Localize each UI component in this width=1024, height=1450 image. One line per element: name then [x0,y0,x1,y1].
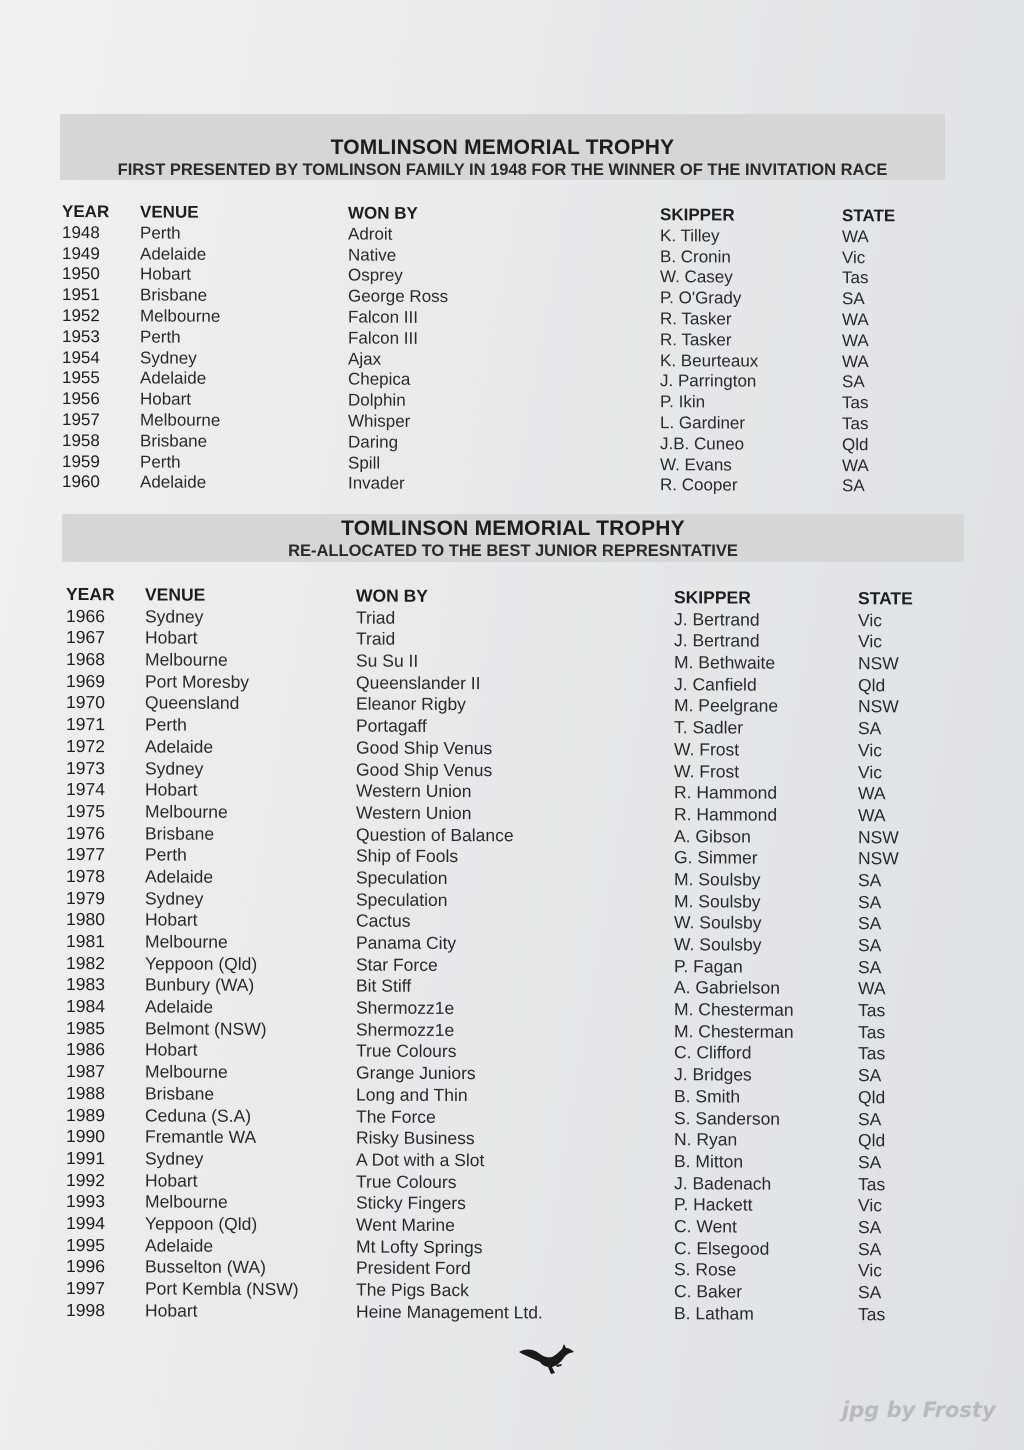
cell-venue: Adelaide [140,368,207,389]
cell-year: 1993 [66,1191,105,1212]
cell-won-by: Went Marine [356,1214,455,1235]
cell-state: SA [858,1282,882,1303]
cell-year: 1958 [62,430,100,450]
cell-skipper: R. Cooper [660,475,738,495]
section1-table [62,202,942,498]
table-row [66,1300,946,1326]
cell-skipper: J. Canfield [674,673,757,695]
cell-won-by: Shermozz1e [356,997,455,1019]
cell-venue: Melbourne [145,931,228,952]
cell-year: 1995 [66,1234,105,1255]
cell-year: 1973 [66,757,105,778]
cell-venue: Melbourne [145,1061,228,1082]
cell-state: SA [858,935,882,956]
column-header-won-by: WON BY [356,585,428,606]
cell-year: 1951 [62,285,100,305]
cell-skipper: B. Cronin [660,246,731,267]
cell-won-by: True Colours [356,1171,457,1192]
cell-won-by: The Pigs Back [356,1279,469,1301]
cell-state: Vic [858,609,882,630]
cell-won-by: Portagaff [356,715,427,737]
cell-venue: Hobart [145,779,198,800]
cell-venue: Hobart [145,909,198,931]
cell-state: WA [842,310,869,330]
cell-state: WA [842,226,869,247]
cell-won-by: Eleanor Rigby [356,693,466,715]
cell-year: 1994 [66,1212,105,1234]
cell-skipper: M. Soulsby [674,890,761,912]
cell-year: 1950 [62,264,100,284]
column-header-year: YEAR [62,202,110,222]
cell-skipper: S. Rose [674,1259,737,1280]
cell-won-by: President Ford [356,1257,471,1279]
cell-won-by: Panama City [356,932,457,954]
section2-banner [62,514,964,562]
cell-state: SA [858,1238,882,1259]
cell-skipper: C. Elsegood [674,1237,770,1259]
cell-venue: Sydney [145,757,204,779]
cell-venue: Hobart [140,264,192,285]
cell-state: SA [842,372,865,392]
cell-skipper: J. Bertrand [674,630,760,652]
cell-state: Tas [858,1021,886,1043]
kangaroo-icon [516,1340,578,1376]
cell-won-by: A Dot with a Slot [356,1149,485,1171]
section1-banner [60,114,945,180]
cell-won-by: Spill [348,453,381,473]
cell-state: WA [858,783,886,804]
cell-year: 1974 [66,779,105,800]
column-header-venue: VENUE [140,202,199,222]
cell-skipper: T. Sadler [674,717,744,738]
cell-won-by: Good Ship Venus [356,759,493,780]
cell-won-by: Bit Stiff [356,975,412,997]
cell-year: 1986 [66,1039,105,1060]
cell-year: 1978 [66,865,105,887]
cell-venue: Melbourne [140,410,221,430]
cell-won-by: Long and Thin [356,1084,468,1105]
cell-venue: Melbourne [145,649,228,670]
cell-state: Vic [858,1260,882,1281]
cell-state: SA [858,891,882,912]
cell-won-by: Triad [356,607,396,628]
cell-venue: Fremantle WA [145,1126,257,1148]
cell-venue: Melbourne [140,306,221,326]
cell-won-by: Cactus [356,910,411,932]
cell-state: SA [858,870,882,891]
cell-state: WA [858,805,886,826]
cell-state: Tas [858,1303,886,1324]
cell-state: WA [842,455,869,475]
cell-venue: Port Kembla (NSW) [145,1278,299,1300]
cell-won-by: Native [348,245,397,265]
cell-year: 1969 [66,670,105,691]
cell-won-by: Speculation [356,889,448,910]
cell-skipper: P. Ikin [660,392,706,412]
cell-state: Qld [842,434,869,454]
cell-venue: Hobart [145,627,198,649]
cell-skipper: M. Bethwaite [674,652,776,673]
column-header-skipper: SKIPPER [660,205,735,225]
cell-won-by: Invader [348,473,405,494]
cell-venue: Adelaide [145,1235,214,1256]
cell-year: 1953 [62,326,100,346]
cell-won-by: Grange Juniors [356,1062,476,1084]
cell-year: 1997 [66,1278,105,1299]
cell-venue: Port Moresby [145,671,250,692]
cell-state: SA [858,1065,882,1086]
cell-skipper: M. Peelgrane [674,695,779,717]
column-header-won-by: WON BY [348,203,418,223]
cell-won-by: Osprey [348,265,403,286]
cell-skipper: W. Casey [660,267,733,287]
cell-state: Qld [858,1130,886,1151]
cell-won-by: Su Su II [356,650,419,671]
cell-venue: Adelaide [140,472,207,493]
cell-won-by: Shermozz1e [356,1019,455,1040]
cell-won-by: Heine Management Ltd. [356,1301,543,1323]
cell-won-by: Good Ship Venus [356,737,493,759]
cell-venue: Queensland [145,692,240,714]
cell-state: SA [858,1108,882,1129]
cell-venue: Bunbury (WA) [145,974,255,996]
cell-state: WA [858,978,886,999]
cell-skipper: J. Bertrand [674,608,760,630]
cell-skipper: M. Chesterman [674,1020,794,1042]
cell-year: 1956 [62,389,100,409]
cell-won-by: Western Union [356,780,472,802]
section1-subtitle: FIRST PRESENTED BY TOMLINSON FAMILY IN 1948 FOR THE WINNER OF THE INVITATION RACE [117,161,888,179]
cell-venue: Perth [145,714,187,735]
cell-year: 1992 [66,1169,105,1190]
cell-skipper: P. Hackett [674,1194,753,1215]
cell-year: 1949 [62,243,100,263]
cell-venue: Adelaide [145,996,214,1017]
cell-venue: Adelaide [140,244,207,264]
cell-venue: Perth [140,223,181,243]
cell-skipper: P. O'Grady [660,288,742,308]
cell-year: 1960 [62,472,100,492]
cell-state: Vic [842,247,866,267]
cell-venue: Ceduna (S.A) [145,1104,252,1126]
cell-state: SA [842,476,865,496]
cell-venue: Sydney [145,1148,204,1169]
cell-year: 1972 [66,735,105,757]
column-header-year: YEAR [66,584,115,605]
cell-year: 1948 [62,222,100,242]
cell-year: 1957 [62,409,100,430]
cell-year: 1981 [66,931,105,952]
cell-skipper: R. Hammond [674,804,778,825]
section2-subtitle: RE-ALLOCATED TO THE BEST JUNIOR REPRESNTATIVE [288,542,738,560]
cell-state: SA [842,289,865,309]
cell-skipper: P. Fagan [674,955,743,977]
cell-state: NSW [858,848,899,869]
cell-skipper: J. Badenach [674,1172,772,1194]
cell-year: 1988 [66,1082,105,1104]
section1-title: TOMLINSON MEMORIAL TROPHY [330,136,675,159]
cell-venue: Perth [140,327,181,347]
cell-year: 1979 [66,887,105,908]
cell-year: 1971 [66,714,105,735]
cell-venue: Hobart [145,1039,198,1061]
cell-state: Vic [858,761,882,782]
cell-venue: Melbourne [145,801,228,822]
cell-skipper: R. Tasker [660,309,732,329]
column-header-skipper: SKIPPER [674,587,751,608]
cell-skipper: J. Bridges [674,1064,752,1085]
cell-year: 1998 [66,1299,105,1320]
cell-year: 1984 [66,996,105,1017]
cell-won-by: Daring [348,432,399,452]
cell-year: 1954 [62,347,100,367]
cell-won-by: Question of Balance [356,824,514,845]
cell-skipper: B. Smith [674,1085,741,1107]
table-row [62,472,942,497]
cell-state: SA [858,1152,882,1173]
cell-year: 1977 [66,844,105,865]
cell-venue: Busselton (WA) [145,1256,266,1278]
cell-state: NSW [858,826,899,847]
cell-year: 1982 [66,952,105,973]
cell-venue: Brisbane [145,822,215,844]
cell-venue: Hobart [145,1169,198,1191]
section2-table [66,584,946,1326]
cell-skipper: J.B. Cuneo [660,433,745,454]
cell-venue: Sydney [140,347,197,368]
cell-venue: Brisbane [140,431,208,451]
cell-state: SA [858,956,882,977]
cell-won-by: Falcon III [348,328,418,348]
cell-state: SA [858,1217,882,1238]
cell-skipper: B. Latham [674,1302,754,1324]
cell-state: Tas [842,393,869,413]
cell-won-by: Whisper [348,411,411,431]
cell-won-by: Falcon III [348,307,418,327]
cell-year: 1983 [66,974,105,995]
cell-skipper: C. Baker [674,1281,743,1302]
cell-venue: Yeppoon (Qld) [145,953,258,974]
cell-won-by: Dolphin [348,390,406,410]
cell-skipper: S. Sanderson [674,1107,781,1129]
cell-skipper: C. Went [674,1216,737,1237]
cell-won-by: Chepica [348,369,411,390]
column-header-state: STATE [858,588,913,609]
cell-won-by: Traid [356,628,396,650]
cell-skipper: G. Simmer [674,847,758,868]
cell-won-by: Risky Business [356,1127,475,1149]
cell-venue: Brisbane [140,285,208,305]
cell-skipper: L. Gardiner [660,413,746,433]
cell-year: 1975 [66,800,105,822]
cell-state: Vic [858,1195,882,1216]
cell-skipper: R. Tasker [660,329,732,350]
cell-venue: Adelaide [145,866,214,887]
cell-venue: Hobart [145,1300,198,1321]
cell-skipper: W. Soulsby [674,912,762,933]
cell-year: 1985 [66,1017,105,1038]
cell-won-by: Sticky Fingers [356,1192,466,1214]
cell-state: Vic [858,739,882,761]
cell-year: 1967 [66,627,105,648]
cell-year: 1980 [66,909,105,930]
cell-won-by: Mt Lofty Springs [356,1236,483,1257]
cell-state: Tas [842,268,869,288]
cell-state: SA [858,718,882,739]
cell-year: 1966 [66,605,105,626]
cell-skipper: J. Parrington [660,371,757,392]
cell-state: NSW [858,696,899,717]
cell-skipper: W. Evans [660,454,732,475]
cell-year: 1989 [66,1104,105,1125]
cell-venue: Melbourne [145,1191,228,1213]
cell-venue: Perth [140,451,181,472]
section2-title: TOMLINSON MEMORIAL TROPHY [341,517,685,540]
cell-year: 1996 [66,1256,105,1277]
cell-state: WA [842,351,869,371]
cell-won-by: George Ross [348,286,449,307]
cell-skipper: R. Hammond [674,782,778,803]
cell-won-by: True Colours [356,1040,457,1062]
cell-won-by: Adroit [348,224,393,244]
cell-venue: Hobart [140,389,192,409]
cell-skipper: B. Mitton [674,1151,744,1172]
cell-won-by: Star Force [356,954,438,975]
cell-venue: Sydney [145,888,204,909]
cell-state: Vic [858,631,882,652]
cell-state: Tas [842,414,869,434]
cell-venue: Perth [145,844,187,865]
cell-won-by: Ajax [348,349,382,369]
cell-skipper: A. Gibson [674,825,751,847]
cell-year: 1955 [62,368,100,388]
cell-won-by: Queenslander II [356,672,481,693]
cell-state: SA [858,913,882,934]
watermark: jpg by Frosty [842,1398,996,1422]
cell-won-by: Western Union [356,802,472,823]
cell-won-by: The Force [356,1106,436,1127]
column-header-state: STATE [842,206,896,226]
cell-skipper: K. Beurteaux [660,350,759,371]
cell-won-by: Speculation [356,867,448,888]
cell-venue: Brisbane [145,1083,215,1104]
cell-year: 1968 [66,649,105,670]
cell-state: NSW [858,653,899,674]
cell-state: Qld [858,1086,886,1108]
cell-state: Tas [858,1043,886,1064]
cell-skipper: N. Ryan [674,1129,738,1150]
cell-year: 1987 [66,1061,105,1082]
cell-venue: Yeppoon (Qld) [145,1213,258,1234]
cell-year: 1959 [62,451,100,471]
cell-skipper: K. Tilley [660,225,720,246]
cell-state: Tas [858,1173,886,1194]
cell-state: WA [842,330,869,351]
cell-skipper: C. Clifford [674,1042,752,1064]
cell-state: Tas [858,1000,886,1021]
cell-year: 1952 [62,305,100,326]
cell-venue: Belmont (NSW) [145,1018,267,1039]
cell-skipper: M. Soulsby [674,869,761,890]
cell-skipper: W. Soulsby [674,934,762,955]
cell-state: Qld [858,674,886,696]
column-header-venue: VENUE [145,584,206,605]
cell-skipper: W. Frost [674,738,740,760]
cell-year: 1976 [66,822,105,843]
cell-year: 1970 [66,692,105,713]
cell-venue: Sydney [145,606,204,627]
cell-skipper: W. Frost [674,760,740,782]
cell-year: 1991 [66,1147,105,1169]
cell-won-by: Ship of Fools [356,845,459,867]
cell-venue: Adelaide [145,736,214,757]
cell-skipper: A. Gabrielson [674,977,781,999]
cell-year: 1990 [66,1126,105,1147]
cell-skipper: M. Chesterman [674,999,794,1020]
